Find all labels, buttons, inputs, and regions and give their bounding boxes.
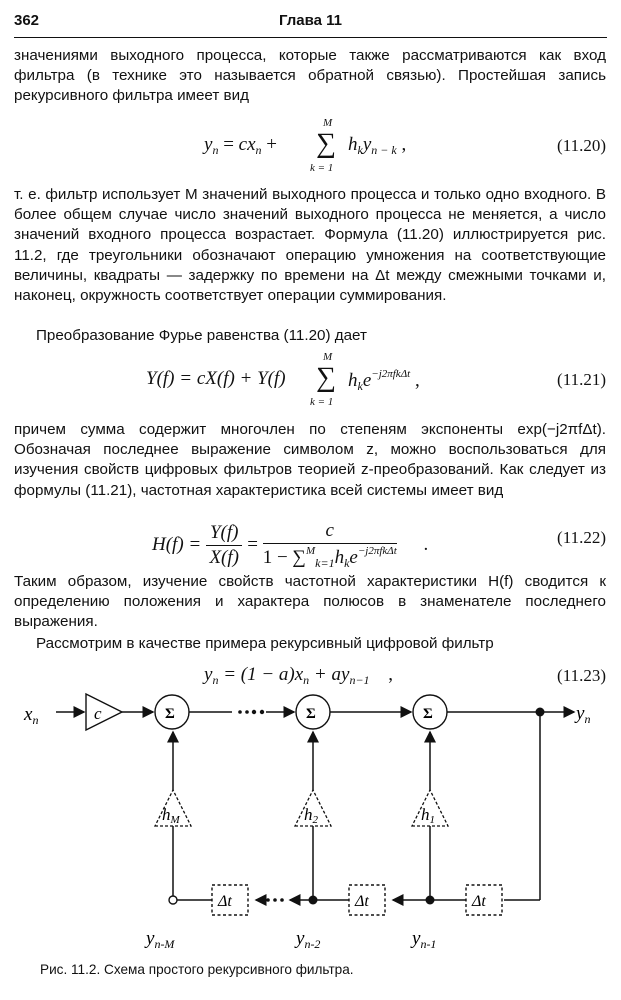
eq1-eqsign: = [223,134,234,155]
eq2-trail: , [414,370,420,391]
eq2-exp-base: e [362,370,372,391]
eq4-rhs2-sub: n−1 [349,673,370,687]
eq2-sigma: ∑ [316,362,336,393]
eq3-frac1-bot: X(f) [209,547,239,568]
ellipsis-dot [260,710,264,714]
bottom-label-n-1: $y_{n-1}$ [412,928,437,951]
eq3-lhs: H(f) = [152,533,202,555]
eq3-frac2-bot-bsub: k [344,556,350,570]
eq1-sigma: ∑ [316,128,336,159]
paragraph-2: т. е. фильтр использует M значений выходного процесса и только одно входного. В более общем случае число значений выходного процесса не меняется, а число значений входного процесса возрастает. Формула (11.20) иллюстрируется рис. 11.2, где треугольники обозначают операцию умножения на соответствующие величины, квадраты — задержку по времени на Δt между смежными точками и, наконец, окружность соответствует операции суммирования. [14,186,606,305]
eq3-frac2-bot-c: e [349,547,358,568]
paragraph-1: значениями выходного процесса, которые также рассматриваются как вход фильтра (в технике это называется обратной связью). Простейшая запись рекурсивного фильтра имеет вид [14,47,606,105]
ellipsis-dot [273,898,277,902]
eq3-frac2-bot-a: 1 − ∑ [262,547,306,568]
ellipsis-dot [238,710,242,714]
sum-symbol-2: Σ [306,706,316,722]
coef-label-1: h1 [421,805,435,826]
sum-symbol-m: Σ [165,706,175,722]
eq1-sum-lower: k = 1 [310,162,334,174]
paragraph-3: Преобразование Фурье равенства (11.20) дает [36,327,367,344]
tap-node-2 [309,896,318,905]
paragraph-6: Рассмотрим в качестве примера рекурсивный цифровой фильтр [36,635,494,652]
eq3-frac2-bot-sup: M [305,545,316,557]
ellipsis-dot [280,898,284,902]
eq4-rhs-sub: n [303,673,310,687]
input-label: $x_n$ [24,704,39,727]
eq3-frac2-bot-b: h [334,547,345,568]
eq1-lhs: y [204,134,213,155]
ellipsis-dot [252,710,256,714]
eq3-frac2-top: c [263,520,397,544]
eq1-number: (11.20) [557,136,606,155]
eq1-term1: cx [238,134,256,155]
ellipsis-dot [245,710,249,714]
eq3-frac2-bot-csup: −j2πfkΔt [357,545,397,557]
coef-label-2: h2 [304,805,318,826]
eq2-text: Y(f) = cX(f) + Y(f) [146,368,286,389]
page-number: 362 [14,12,40,29]
delay-label-1: Δt [472,893,486,910]
eq1-trail: , [401,134,407,155]
eq2-sum-upper: M [323,351,333,363]
bottom-label-n-m: $y_{n-M}$ [146,928,175,951]
figure-caption: Рис. 11.2. Схема простого рекурсивного фильтра. [40,962,354,977]
eq1-lhs-sub: n [212,143,219,157]
eq3-trail: . [423,533,429,555]
coef-label-m: hM [162,805,180,826]
eq4-trail: , [388,664,394,685]
eq1-term2: h [348,134,358,155]
eq2-number: (11.21) [557,370,606,389]
delay-label-3: Δt [218,893,232,910]
eq2-term: h [348,370,358,391]
paragraph-4: причем сумма содержит многочлен по степеням экспоненты exp(−j2πfΔt). Обозначая последнее выражение символом z, можно воспользоваться для изучения свойств цифровых фильтров теорией z-преобразований. Как следует из формулы (11.21), частотная характеристика всей системы имеет вид [14,421,606,499]
bottom-label-n-2: $y_{n-2}$ [296,928,321,951]
ellipsis-dot [266,898,270,902]
eq1-term1-sub: n [255,143,262,157]
eq2-term-sub: k [357,379,363,393]
eq1-sum-upper: M [323,117,333,129]
paragraph-5: Таким образом, изучение свойств частотной характеристики H(f) сводится к определению положения и характера полюсов в знаменателе последнего выражения. [14,573,606,631]
tap-node-1 [426,896,435,905]
eq2-sum-lower: k = 1 [310,396,334,408]
eq1-term3: y [362,134,372,155]
gain-label: c [94,704,102,723]
delay-label-2: Δt [355,893,369,910]
eq4-lhs: y [204,664,213,685]
eq1-term3-sub: n − k [371,143,397,157]
eq3-eqsign: = [247,533,258,555]
eq3-frac1-top: Y(f) [206,522,243,546]
eq4-rhs2: + ay [313,664,350,685]
eq4-number: (11.23) [557,666,606,685]
eq3-frac2-bot-sub: k=1 [315,556,335,570]
eq2-exp-sup: −j2πfkΔt [371,368,411,380]
chapter-title: Глава 11 [278,12,343,29]
eq4-rhs: = (1 − a)x [223,664,304,685]
tap-node-m [169,896,177,904]
eq3-number: (11.22) [557,528,606,547]
eq1-term2-sub: k [357,143,363,157]
gain-triangle [86,694,122,730]
eq4-lhs-sub: n [212,673,219,687]
output-label: $y_n$ [576,703,591,726]
sum-symbol-1: Σ [423,706,433,722]
eq1-plus: + [266,134,277,155]
